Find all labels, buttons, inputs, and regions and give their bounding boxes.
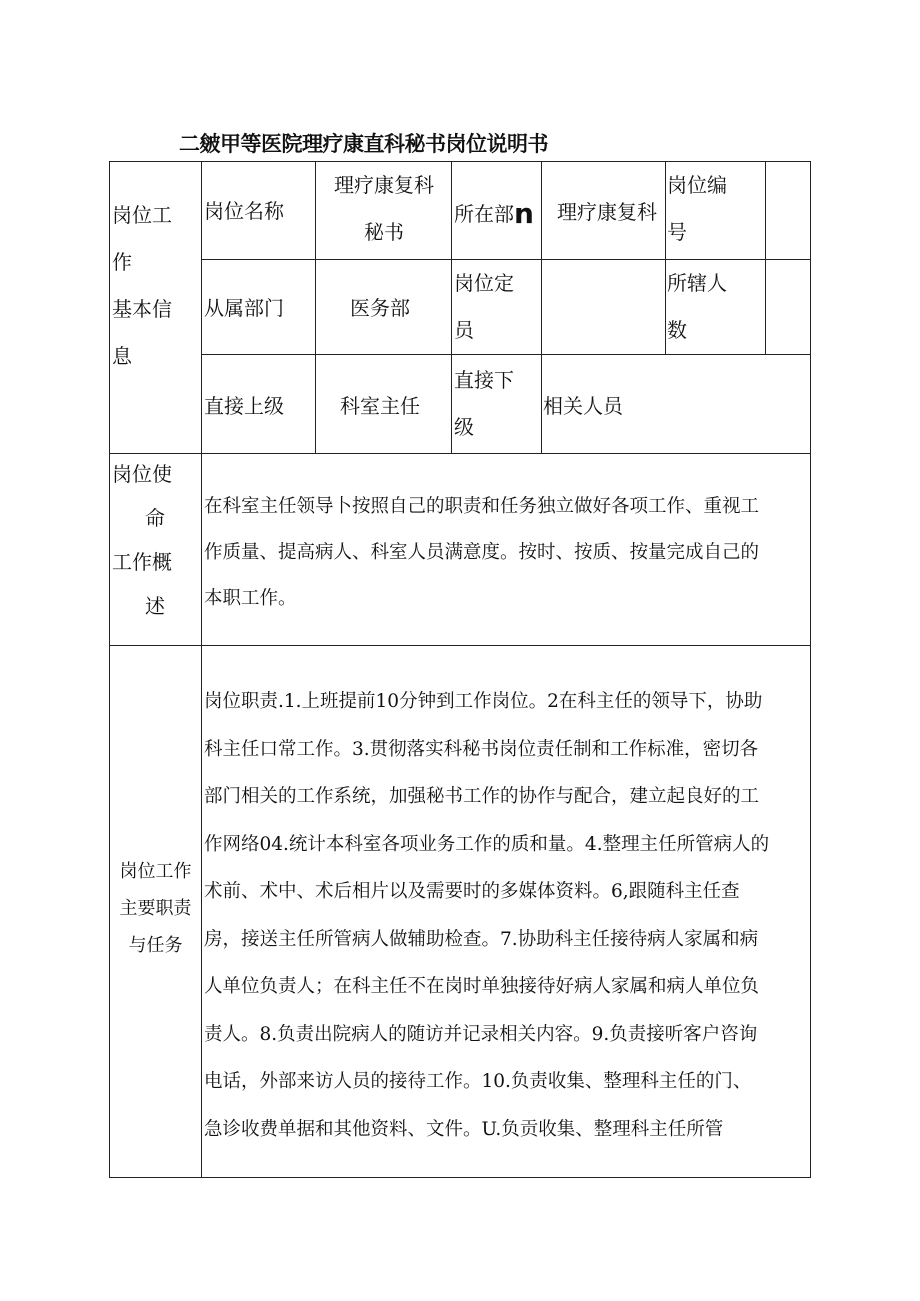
duties-line: 作网络04.统计本科室各项业务工作的质和量。4.整理主任所管病人的	[204, 833, 770, 855]
basic-info-label: 岗位工 作 基本信 息	[112, 203, 172, 368]
duties-label: 岗位工作 主要职责 与任务	[119, 861, 192, 956]
mission-label: 岗位使 命 工作概 述	[112, 462, 172, 618]
duties-line: 房，接送主任所管病人做辅助检查。7.协助科主任接待病人家属和病	[204, 928, 759, 950]
direct-subordinate-value: 相关人员	[543, 394, 623, 418]
subordinates-count-label: 所辖人 数	[667, 271, 727, 342]
mission-text	[204, 484, 759, 622]
section-divider-2	[109, 645, 810, 646]
column-divider-5	[665, 161, 666, 354]
duties-line: 术前、术中、术后相片以及需要时的多媒体资料。6,跟随科主任查	[204, 881, 740, 902]
mission-line: 本职工作。	[204, 588, 297, 609]
duties-line: 人单位负责人；在科主任不在岗时单独接待好病人家属和病人单位负	[204, 976, 760, 997]
post-name-value: 理疗康复科 秘书	[334, 173, 434, 244]
mission-line: 作质量、提高病人、科室人员满意度。按时、按质、按量完成自己的	[204, 542, 760, 563]
column-divider-6	[765, 161, 766, 354]
post-name-label: 岗位名称	[204, 199, 284, 223]
column-divider-4	[541, 161, 542, 453]
dept-value: 理疗康复科	[557, 200, 657, 224]
label-column-divider	[201, 161, 202, 1178]
table-border-right	[810, 161, 811, 1178]
duties-line: 岗位职责.1.上班提前10分钟到工作岗位。2在科主任的领导下，协助	[204, 691, 763, 712]
section-divider-1	[109, 453, 810, 454]
staffing-label: 岗位定 员	[454, 271, 514, 342]
dept-label: 所在部n	[454, 197, 534, 230]
duties-text	[204, 678, 769, 1153]
duties-line: 部门相关的工作系统，加强秘书工作的协作与配合，建立起良好的工	[204, 786, 760, 807]
direct-subordinate-label: 直接下 级	[454, 368, 514, 439]
parent-dept-value: 医务部	[350, 296, 410, 320]
duties-line: 急诊收费单据和其他资料、文件。U.负贡收集、整理科主任所管	[204, 1118, 724, 1140]
direct-superior-label: 直接上级	[204, 394, 284, 418]
parent-dept-label: 从属部门	[204, 296, 284, 320]
column-divider-2	[315, 161, 316, 453]
mission-line: 在科室主任领导卜按照自己的职责和任务独立做好各项工作、重视工	[204, 496, 760, 517]
direct-superior-value: 科室主任	[340, 394, 420, 418]
table-border-bottom	[109, 1177, 810, 1178]
post-code-label: 岗位编 号	[667, 173, 727, 244]
column-divider-3	[451, 161, 452, 453]
duties-line: 责人。8.负责出院病人的随访并记录相关内容。9.负责接听客户咨询	[204, 1023, 758, 1045]
duties-line: 电话，外部来访人员的接待工作。10.负责收集、整理科主任的门、	[204, 1071, 752, 1092]
table-border-left	[109, 161, 110, 1178]
document-title: 二皴甲等医院理疗康直科秘书岗位说明书	[179, 132, 548, 156]
row-divider-2	[201, 354, 810, 355]
duties-line: 科主任口常工作。3.贯彻落实科秘书岗位责任制和工作标准，密切各	[204, 738, 759, 760]
